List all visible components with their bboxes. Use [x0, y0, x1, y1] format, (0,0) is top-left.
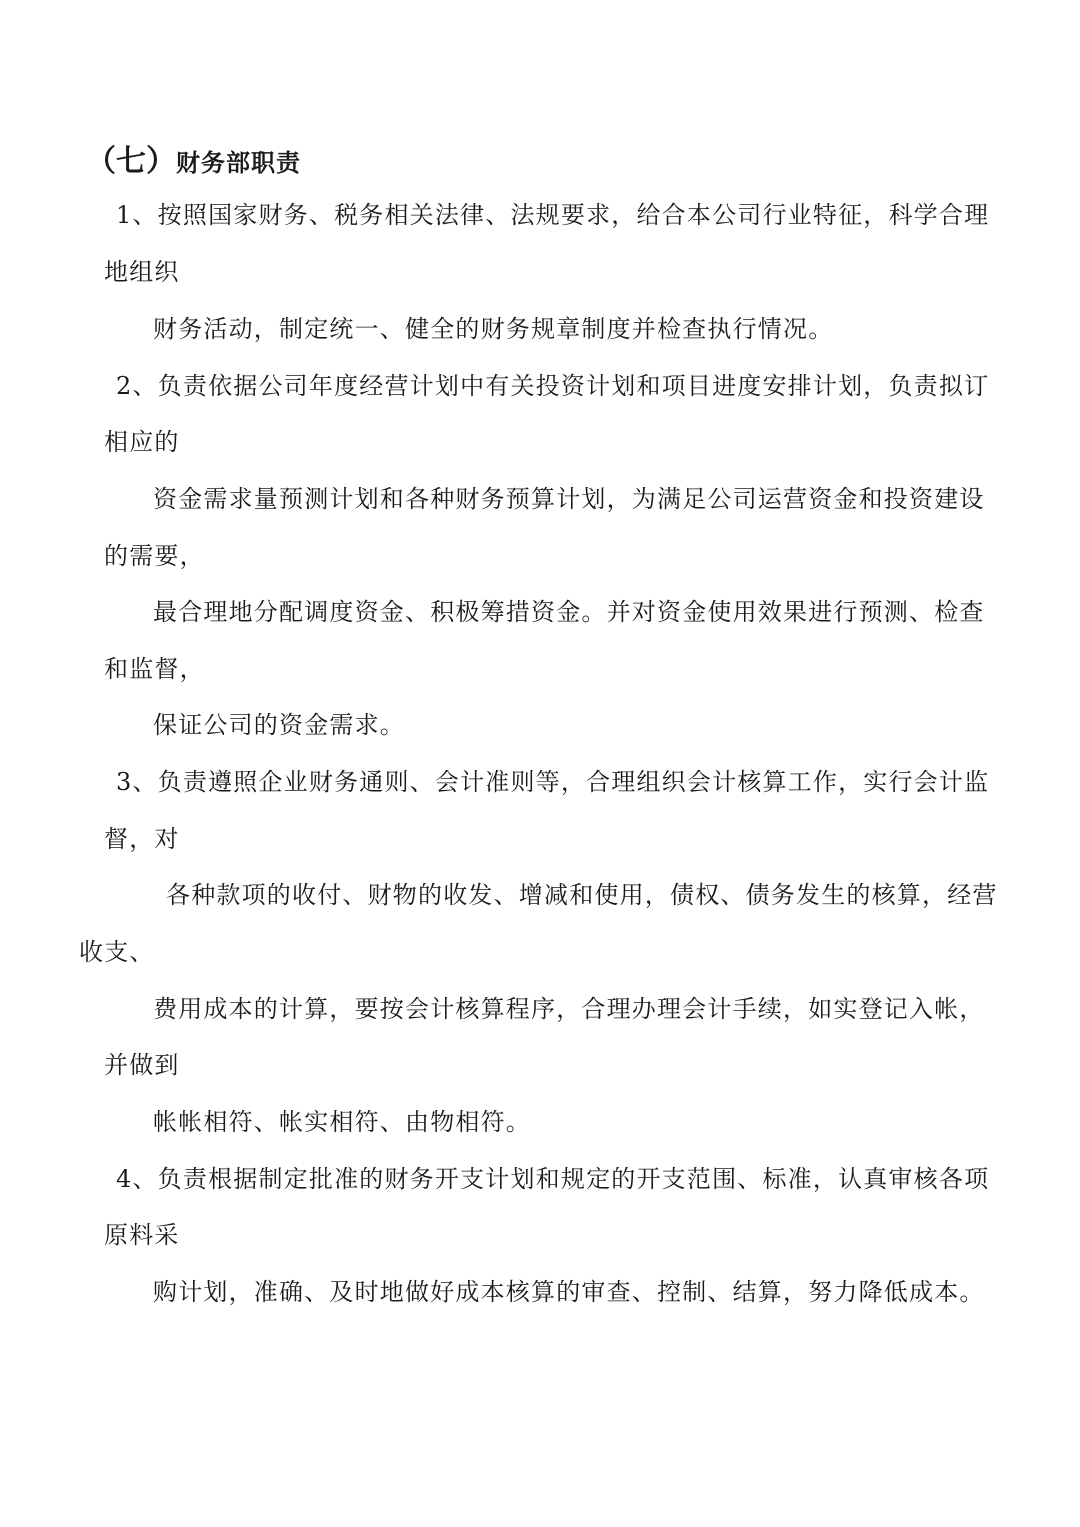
paragraph-line: 督，对: [104, 825, 180, 853]
paragraph-line: 4、负责根据制定批准的财务开支计划和规定的开支范围、标准，认真审核各项: [116, 1165, 990, 1193]
paragraph-line: 1、按照国家财务、税务相关法律、法规要求，给合本公司行业特征，科学合理: [116, 201, 990, 229]
section-heading: [86, 142, 301, 186]
paragraph-line: 购计划，准确、及时地做好成本核算的审查、控制、结算，努力降低成本。: [153, 1278, 985, 1306]
section-number: （七）: [86, 144, 176, 179]
paragraph-line: 最合理地分配调度资金、积极筹措资金。并对资金使用效果进行预测、检查: [153, 598, 985, 626]
paragraph-line: 费用成本的计算，要按会计核算程序，合理办理会计手续，如实登记入帐，: [153, 995, 985, 1023]
paragraph-line: 地组织: [104, 258, 180, 286]
paragraph-line: 原料采: [104, 1221, 180, 1249]
paragraph-line: 保证公司的资金需求。: [153, 711, 405, 739]
paragraph-line: 收支、: [79, 938, 155, 966]
paragraph-line: 资金需求量预测计划和各种财务预算计划，为满足公司运营资金和投资建设: [153, 485, 985, 513]
paragraph-line: 2、负责依据公司年度经营计划中有关投资计划和项目进度安排计划，负责拟订: [116, 372, 990, 400]
paragraph-line: 帐帐相符、帐实相符、由物相符。: [153, 1108, 531, 1136]
paragraph-line: 3、负责遵照企业财务通则、会计准则等，合理组织会计核算工作，实行会计监: [116, 768, 990, 796]
paragraph-line: 的需要，: [104, 542, 205, 570]
paragraph-line: 相应的: [104, 428, 180, 456]
paragraph-line: 和监督，: [104, 655, 205, 683]
paragraph-line: 各种款项的收付、财物的收发、增减和使用，债权、债务发生的核算，经营: [166, 881, 998, 909]
paragraph-line: 并做到: [104, 1051, 180, 1079]
paragraph-line: 财务活动，制定统一、健全的财务规章制度并检查执行情况。: [153, 315, 834, 343]
section-title: 财务部职责: [176, 149, 301, 177]
